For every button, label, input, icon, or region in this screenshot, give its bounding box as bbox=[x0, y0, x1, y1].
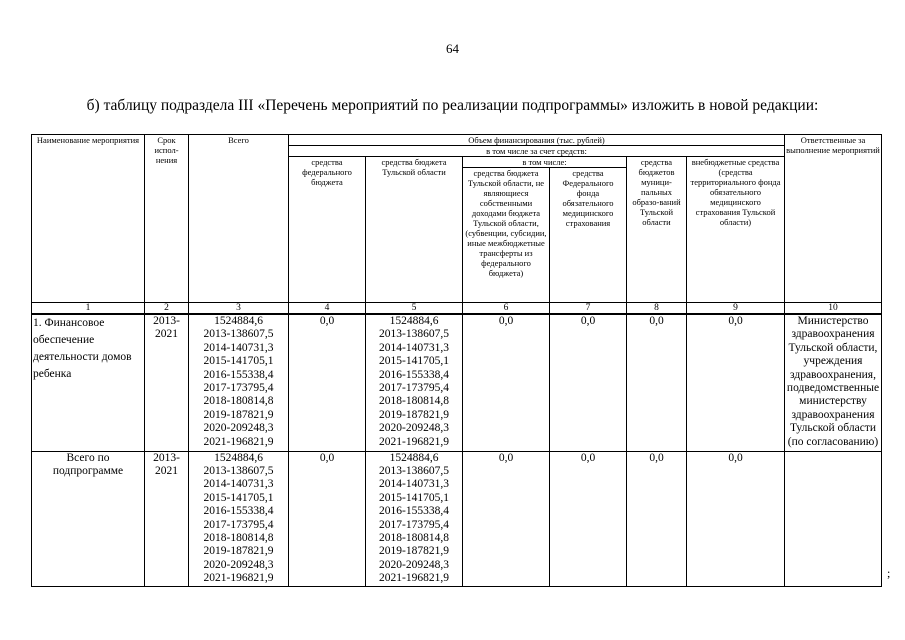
trailing-semicolon: ; bbox=[887, 566, 891, 580]
total-cell bbox=[189, 314, 289, 451]
responsible-text: Министерство здравоохранения Тульской области, учреждения здравоохранения, подведомственные министерству здравоохранения Тульской области (по согласованию) bbox=[785, 314, 882, 451]
offbudget-value: 0,0 bbox=[687, 451, 785, 586]
regional-line: 2021-196821,9 bbox=[379, 572, 449, 585]
total-line: 2018-180814,8 bbox=[203, 395, 274, 408]
header-funding: Объем финансирования (тыс. рублей) bbox=[289, 135, 785, 146]
activity-term: 2013-2021 bbox=[145, 314, 189, 451]
header-offbudget: внебюджетные средства (средства территориального фонда обязательного медицинского страхования Тульской области) bbox=[687, 157, 785, 303]
activity-name: 1. Финансовое обеспечение деятельности домов ребенка bbox=[32, 314, 145, 451]
total-line: 2013-138607,5 bbox=[203, 464, 274, 477]
regional-line: 2013-138607,5 bbox=[379, 464, 449, 477]
total-line: 1524884,6 bbox=[214, 451, 263, 464]
regional-not-federal-value: 0,0 bbox=[463, 314, 550, 451]
header-name: Наименование мероприятия bbox=[32, 135, 145, 303]
regional-line: 2020-209248,3 bbox=[379, 422, 449, 435]
regional-line: 2017-173795,4 bbox=[379, 382, 449, 395]
municipal-value: 0,0 bbox=[627, 451, 687, 586]
regional-line: 2020-209248,3 bbox=[379, 558, 449, 571]
activities-table bbox=[31, 134, 882, 587]
total-line: 2015-141705,1 bbox=[203, 355, 274, 368]
header-by-source: в том числе за счет средств: bbox=[289, 146, 785, 157]
col-number: 9 bbox=[687, 303, 785, 315]
table-row bbox=[32, 314, 882, 451]
total-line: 2019-187821,9 bbox=[203, 408, 274, 421]
col-number: 1 bbox=[32, 303, 145, 315]
municipal-value: 0,0 bbox=[627, 314, 687, 451]
total-line: 2014-140731,3 bbox=[203, 478, 274, 491]
header-including: в том числе: bbox=[463, 157, 627, 168]
regional-not-federal-value: 0,0 bbox=[463, 451, 550, 586]
total-line: 2020-209248,3 bbox=[203, 422, 274, 435]
regional-line: 2016-155338,4 bbox=[379, 368, 449, 381]
col-number: 10 bbox=[785, 303, 882, 315]
regional-line: 2015-141705,1 bbox=[379, 491, 449, 504]
regional-line: 2019-187821,9 bbox=[379, 545, 449, 558]
federal-value: 0,0 bbox=[289, 314, 366, 451]
table-row bbox=[32, 451, 882, 586]
regional-line: 2018-180814,8 bbox=[379, 395, 449, 408]
col-number: 5 bbox=[366, 303, 463, 315]
federal-value: 0,0 bbox=[289, 451, 366, 586]
header-term: Срок испол-нения bbox=[145, 135, 189, 303]
header-federal: средства федерального бюджета bbox=[289, 157, 366, 303]
regional-fund-value: 0,0 bbox=[550, 451, 627, 586]
total-line: 2021-196821,9 bbox=[203, 572, 274, 585]
col-number: 4 bbox=[289, 303, 366, 315]
regional-line: 2014-140731,3 bbox=[379, 341, 449, 354]
total-line: 2018-180814,8 bbox=[203, 531, 274, 544]
col-number: 7 bbox=[550, 303, 627, 315]
header-municipal: средства бюджетов муници-пальных образо-ваний Тульской области bbox=[627, 157, 687, 303]
total-line: 2019-187821,9 bbox=[203, 545, 274, 558]
regional-line: 2013-138607,5 bbox=[379, 328, 449, 341]
header-regional-not-federal: средства бюджета Тульской области, не являющиеся собственными доходами бюджета Тульской области, (субвенции, субсидии, иные межбюджетные трансферты из федерального бюджета) bbox=[463, 168, 550, 303]
total-line: 2017-173795,4 bbox=[203, 518, 274, 531]
section-heading: б) таблицу подраздела III «Перечень мероприятий по реализации подпрограммы» изложить в новой редакции: bbox=[86, 97, 819, 114]
total-line: 2015-141705,1 bbox=[203, 491, 274, 504]
col-number: 2 bbox=[145, 303, 189, 315]
total-line: 2017-173795,4 bbox=[203, 382, 274, 395]
header-regional: средства бюджета Тульской области bbox=[366, 157, 463, 303]
regional-line: 1524884,6 bbox=[389, 315, 439, 327]
total-line: 2013-138607,5 bbox=[203, 328, 274, 341]
responsible-text bbox=[785, 451, 882, 586]
regional-line: 2017-173795,4 bbox=[379, 518, 449, 531]
page-number: 64 bbox=[446, 41, 459, 56]
col-number: 8 bbox=[627, 303, 687, 315]
regional-line: 2015-141705,1 bbox=[379, 355, 449, 368]
total-line: 2016-155338,4 bbox=[203, 368, 274, 381]
offbudget-value: 0,0 bbox=[687, 314, 785, 451]
total-cell bbox=[189, 451, 289, 586]
regional-line: 2019-187821,9 bbox=[379, 408, 449, 421]
total-line: 1524884,6 bbox=[214, 315, 263, 327]
regional-cell bbox=[366, 314, 463, 451]
total-line: 2021-196821,9 bbox=[203, 435, 274, 448]
activity-name: Всего по подпрограмме bbox=[32, 451, 145, 586]
header-responsible: Ответственные за выполнение мероприятий bbox=[785, 135, 882, 303]
regional-line: 2021-196821,9 bbox=[379, 435, 449, 448]
total-line: 2020-209248,3 bbox=[203, 558, 274, 571]
regional-line: 2014-140731,3 bbox=[379, 478, 449, 491]
regional-line: 2018-180814,8 bbox=[379, 531, 449, 544]
activity-term: 2013-2021 bbox=[145, 451, 189, 586]
header-total: Всего bbox=[189, 135, 289, 303]
total-line: 2016-155338,4 bbox=[203, 505, 274, 518]
regional-line: 2016-155338,4 bbox=[379, 505, 449, 518]
header-regional-fund: средства Федерального фонда обязательного медицинского страхования bbox=[550, 168, 627, 303]
col-number: 3 bbox=[189, 303, 289, 315]
regional-line: 1524884,6 bbox=[389, 451, 439, 464]
regional-fund-value: 0,0 bbox=[550, 314, 627, 451]
regional-cell bbox=[366, 451, 463, 586]
total-line: 2014-140731,3 bbox=[203, 341, 274, 354]
col-number: 6 bbox=[463, 303, 550, 315]
